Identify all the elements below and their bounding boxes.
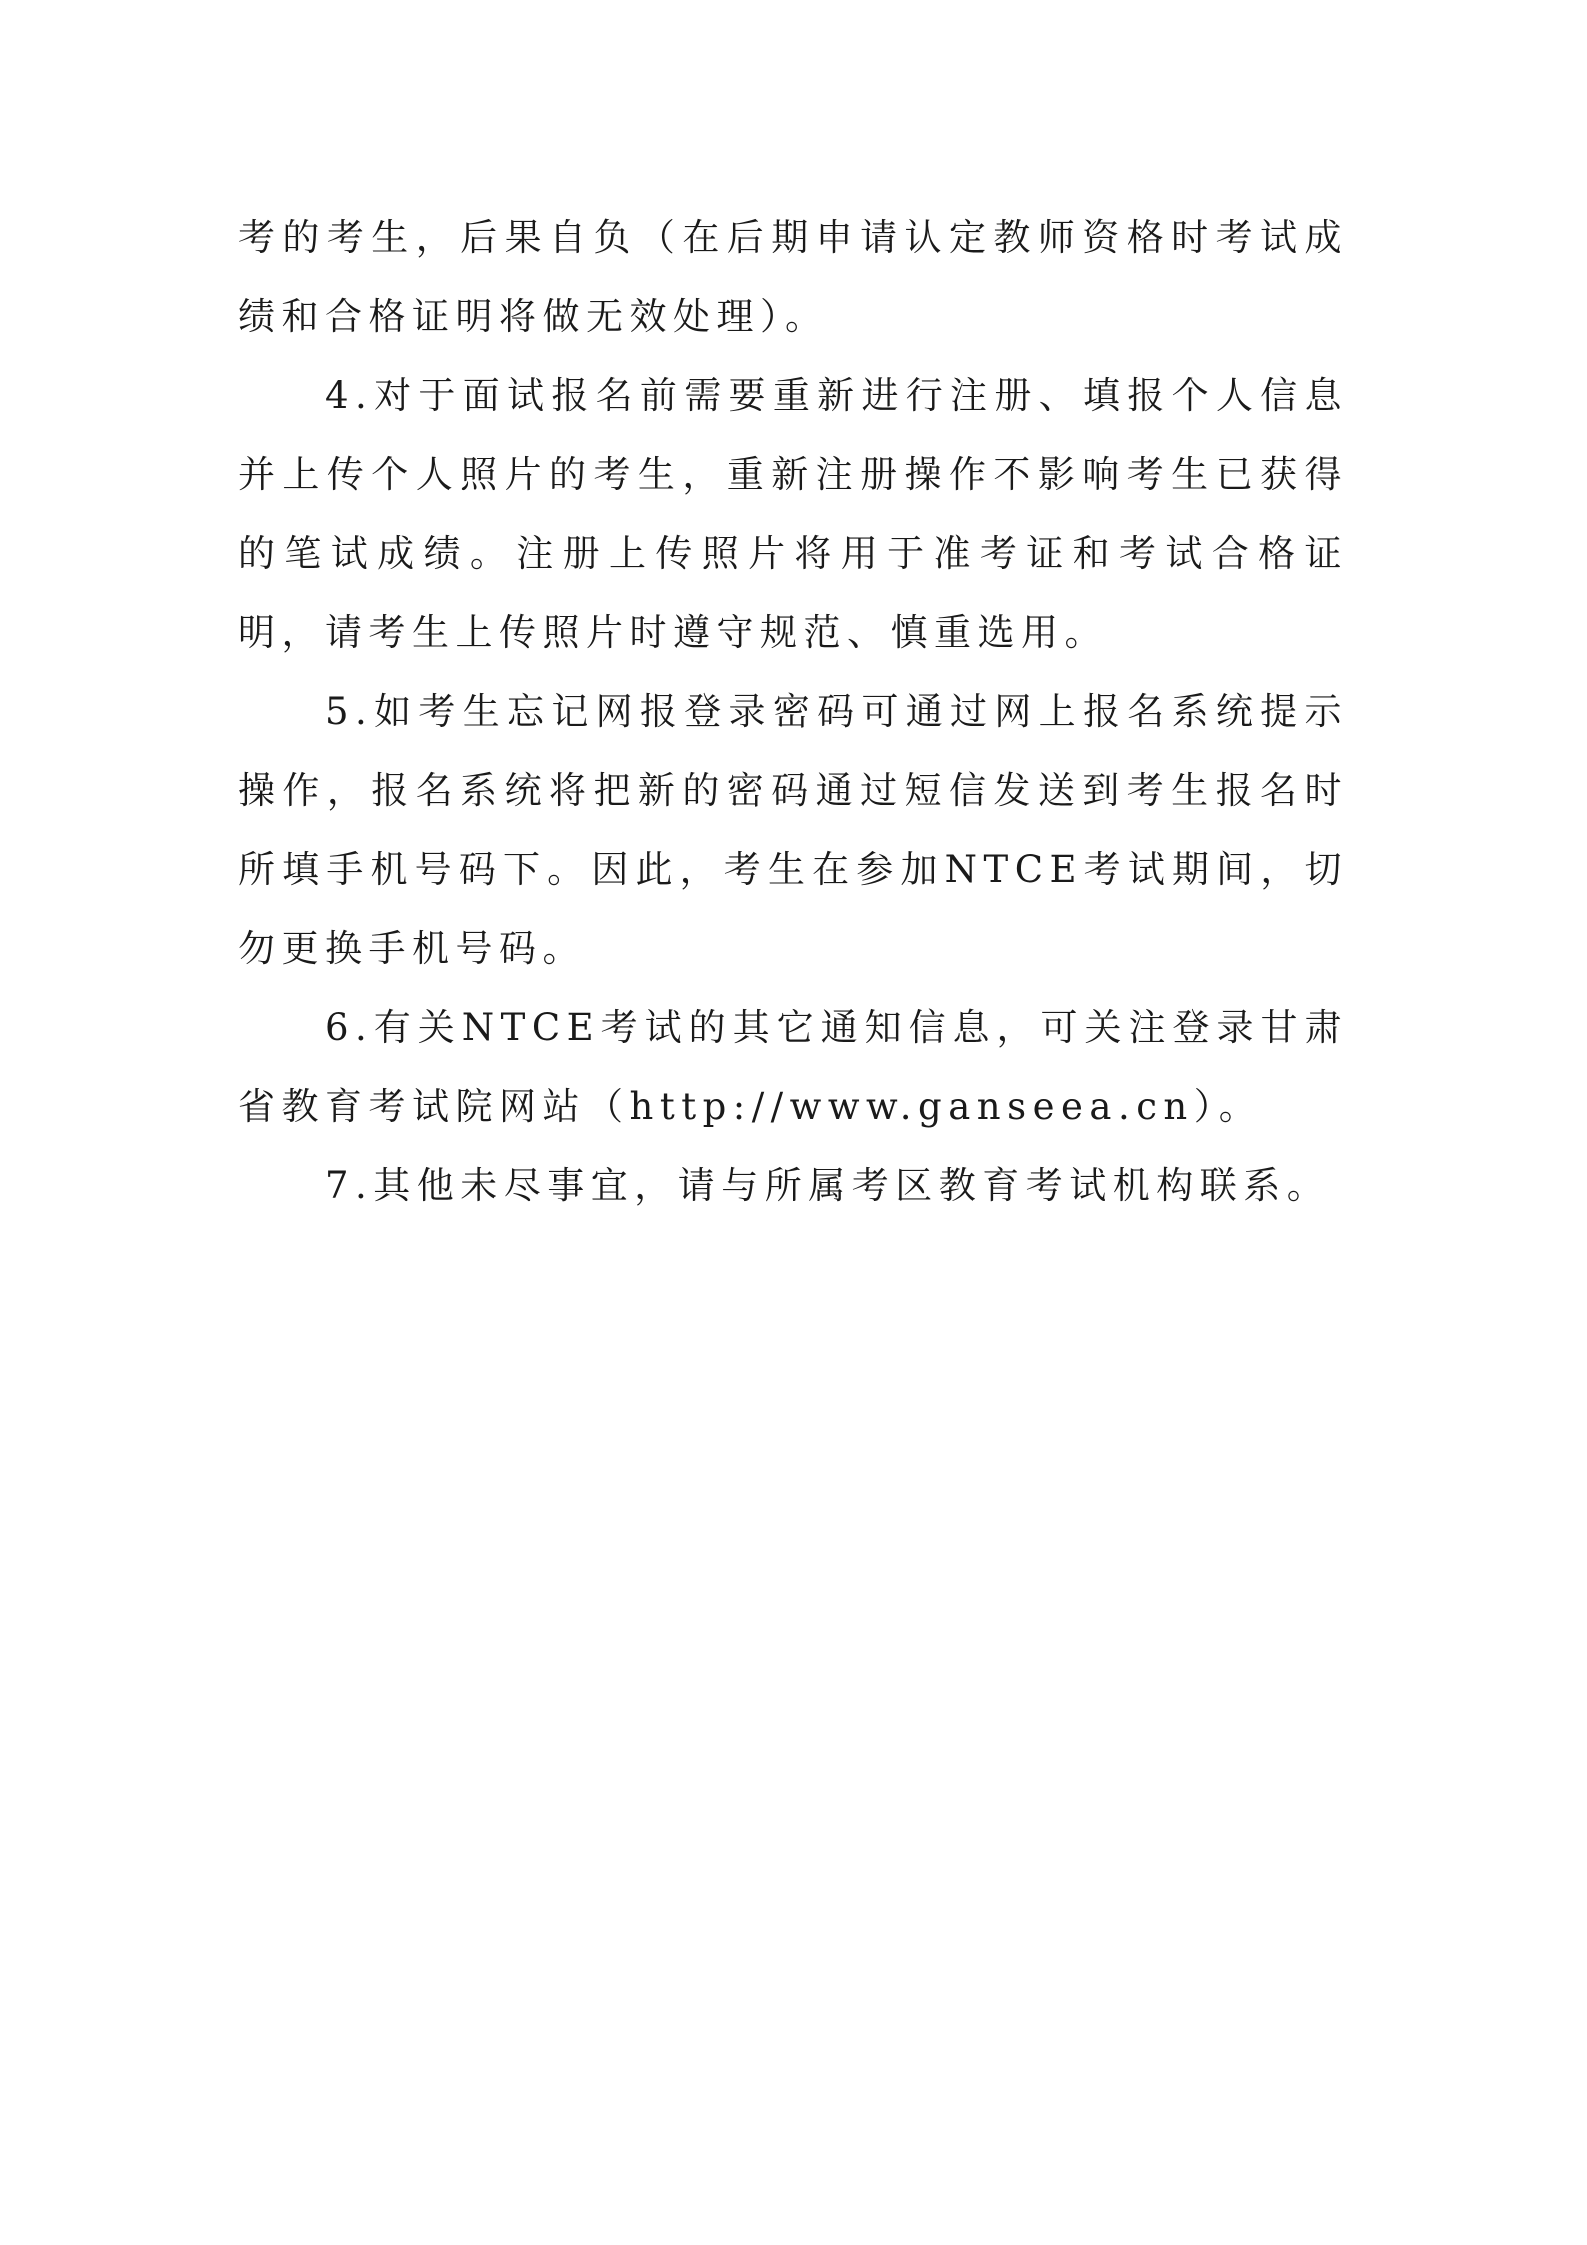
paragraph-item-6: 6.有关NTCE考试的其它通知信息，可关注登录甘肃省教育考试院网站（http://www.ganseea.cn）。 — [238, 1006, 1348, 1128]
document-body — [238, 198, 1348, 1225]
paragraph-item-5: 5.如考生忘记网报登录密码可通过网上报名系统提示操作，报名系统将把新的密码通过短信发送到考生报名时所填手机号码下。因此，考生在参加NTCE考试期间，切勿更换手机号码。 — [238, 690, 1348, 970]
paragraph-continuation: 考的考生，后果自负（在后期申请认定教师资格时考试成绩和合格证明将做无效处理）。 — [238, 216, 1348, 338]
paragraph-item-7: 7.其他未尽事宜，请与所属考区教育考试机构联系。 — [325, 1164, 1331, 1207]
paragraph-item-4: 4.对于面试报名前需要重新进行注册、填报个人信息并上传个人照片的考生，重新注册操作不影响考生已获得的笔试成绩。注册上传照片将用于准考证和考试合格证明，请考生上传照片时遵守规范、慎重选用。 — [238, 374, 1348, 654]
